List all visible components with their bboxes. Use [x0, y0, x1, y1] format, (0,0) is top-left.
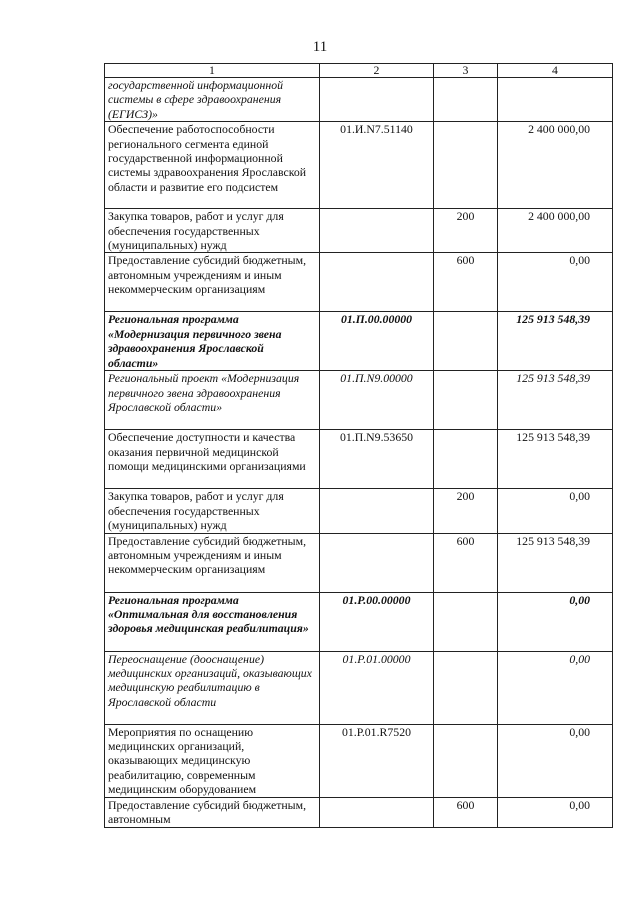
row-type: [434, 651, 498, 724]
table-row: [105, 78, 613, 122]
row-amount: 125 913 548,39: [498, 533, 613, 592]
row-amount: [498, 78, 613, 122]
budget-table: [104, 63, 613, 828]
table-row: [105, 533, 613, 592]
row-amount: 0,00: [498, 489, 613, 533]
row-name: Переоснащение (дооснащение) медицинских организаций, оказывающих медицинскую реабилитацию в Ярославской области: [105, 651, 320, 724]
row-type: [434, 724, 498, 797]
row-name: Мероприятия по оснащению медицинских организаций, оказывающих медицинскую реабилитацию, современным медицинским оборудованием: [105, 724, 320, 797]
row-code: 01.Р.01.R7520: [320, 724, 434, 797]
row-type: 600: [434, 797, 498, 827]
row-name: Предоставление субсидий бюджетным, автономным учреждениям и иным некоммерческим организациям: [105, 253, 320, 312]
row-code: [320, 489, 434, 533]
row-type: [434, 122, 498, 209]
row-code: 01.Р.01.00000: [320, 651, 434, 724]
row-amount: 2 400 000,00: [498, 209, 613, 253]
row-name: Обеспечение работоспособности регионального сегмента единой государственной информационной системы здравоохранения Ярославской области и развитие его подсистем: [105, 122, 320, 209]
row-code: [320, 78, 434, 122]
header-col-3: 3: [434, 64, 498, 78]
row-amount: 0,00: [498, 253, 613, 312]
page-number: 11: [312, 39, 328, 55]
header-col-4: 4: [498, 64, 613, 78]
row-type: [434, 78, 498, 122]
table-row: [105, 489, 613, 533]
table-row: [105, 797, 613, 827]
row-name: Обеспечение доступности и качества оказания первичной медицинской помощи медицинскими организациями: [105, 430, 320, 489]
row-code: [320, 533, 434, 592]
row-code: 01.П.00.00000: [320, 312, 434, 371]
row-name: Региональный проект «Модернизация первичного звена здравоохранения Ярославской области»: [105, 371, 320, 430]
row-amount: 0,00: [498, 651, 613, 724]
table-header-row: [105, 64, 613, 78]
row-name: Предоставление субсидий бюджетным, автономным: [105, 797, 320, 827]
table-row: [105, 430, 613, 489]
row-amount: 0,00: [498, 724, 613, 797]
row-amount: 0,00: [498, 592, 613, 651]
row-code: [320, 797, 434, 827]
row-type: 600: [434, 533, 498, 592]
row-type: 200: [434, 209, 498, 253]
row-amount: 2 400 000,00: [498, 122, 613, 209]
table-row: [105, 253, 613, 312]
row-name: Закупка товаров, работ и услуг для обеспечения государственных (муниципальных) нужд: [105, 489, 320, 533]
row-type: 600: [434, 253, 498, 312]
row-code: 01.П.N9.53650: [320, 430, 434, 489]
table-row: [105, 122, 613, 209]
row-code: [320, 209, 434, 253]
row-name: Закупка товаров, работ и услуг для обеспечения государственных (муниципальных) нужд: [105, 209, 320, 253]
header-col-1: 1: [105, 64, 320, 78]
row-code: [320, 253, 434, 312]
row-amount: 125 913 548,39: [498, 430, 613, 489]
table-row: [105, 592, 613, 651]
row-amount: 125 913 548,39: [498, 371, 613, 430]
row-amount: 125 913 548,39: [498, 312, 613, 371]
row-type: 200: [434, 489, 498, 533]
table-row: [105, 651, 613, 724]
header-col-2: 2: [320, 64, 434, 78]
table-row: [105, 724, 613, 797]
table-row: [105, 371, 613, 430]
row-type: [434, 312, 498, 371]
row-name: государственной информационной системы в сфере здравоохранения (ЕГИСЗ)»: [105, 78, 320, 122]
row-name: Предоставление субсидий бюджетным, автономным учреждениям и иным некоммерческим организациям: [105, 533, 320, 592]
table-row: [105, 312, 613, 371]
row-type: [434, 430, 498, 489]
row-amount: 0,00: [498, 797, 613, 827]
row-code: 01.П.N9.00000: [320, 371, 434, 430]
row-type: [434, 371, 498, 430]
table-row: [105, 209, 613, 253]
row-name: Региональная программа «Оптимальная для восстановления здоровья медицинская реабилитация»: [105, 592, 320, 651]
row-name: Региональная программа «Модернизация первичного звена здравоохранения Ярославской области»: [105, 312, 320, 371]
row-code: 01.И.N7.51140: [320, 122, 434, 209]
row-code: 01.Р.00.00000: [320, 592, 434, 651]
row-type: [434, 592, 498, 651]
